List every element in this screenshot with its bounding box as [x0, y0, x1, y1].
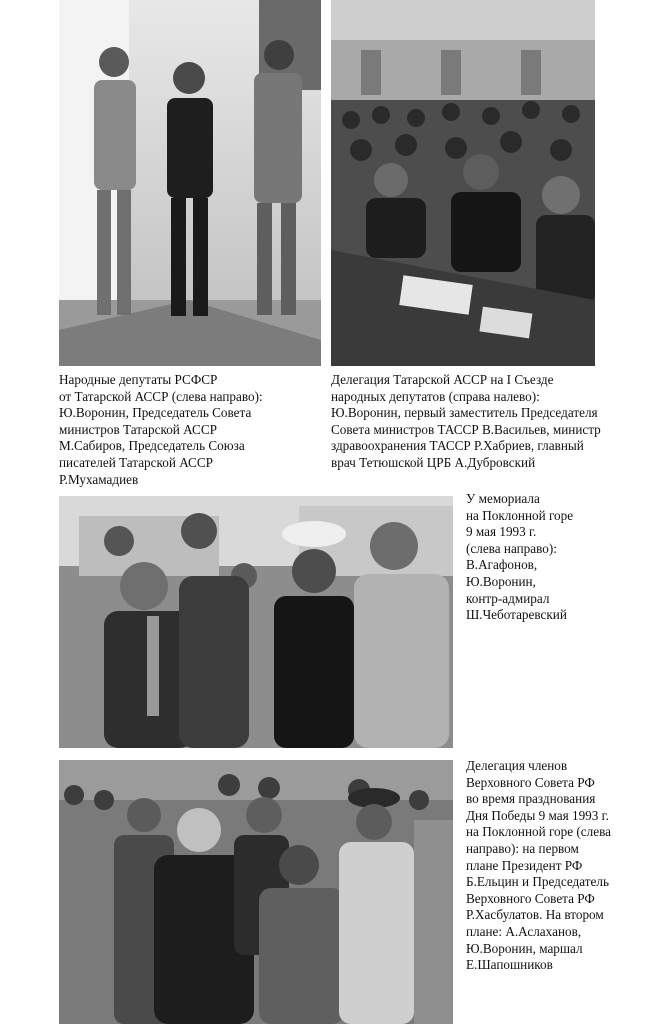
- photo-victory-day-delegation: [59, 760, 453, 1024]
- photo-congress-delegation: [331, 0, 595, 366]
- caption-photo-three-deputies: Народные депутаты РСФСР от Татарской АССР (слева направо): Ю.Воронин, Председатель Совета министров Татарской АССР М.Сабиров, Председатель Союза писателей Татарской АССР Р.Мухамадиев: [59, 372, 263, 487]
- photo-memorial-group: [59, 496, 453, 748]
- caption-photo-victory-day-delegation: Делегация членов Верховного Совета РФ во время празднования Дня Победы 9 мая 1993 г. на Поклонной горе (слева направо): на первом плане Президент РФ Б.Ельцин и Председатель Верховного Совета РФ Р.Хасбулатов. На втором плане: А.Аслаханов, Ю.Воронин, маршал Е.Шапошников: [466, 758, 611, 973]
- caption-photo-congress-delegation: Делегация Татарской АССР на I Съезде народных депутатов (справа налево): Ю.Воронин, первый заместитель Председателя Совета министров ТАССР В.Васильев, министр здравоохранения ТАССР Р.Хабриев, главный врач Тетюшской ЦРБ А.Дубровский: [331, 372, 601, 470]
- caption-photo-memorial-group: У мемориала на Поклонной горе 9 мая 1993 г. (слева направо): В.Агафонов, Ю.Воронин, контр-адмирал Ш.Чеботаревский: [466, 491, 574, 623]
- photo-three-deputies: [59, 0, 321, 366]
